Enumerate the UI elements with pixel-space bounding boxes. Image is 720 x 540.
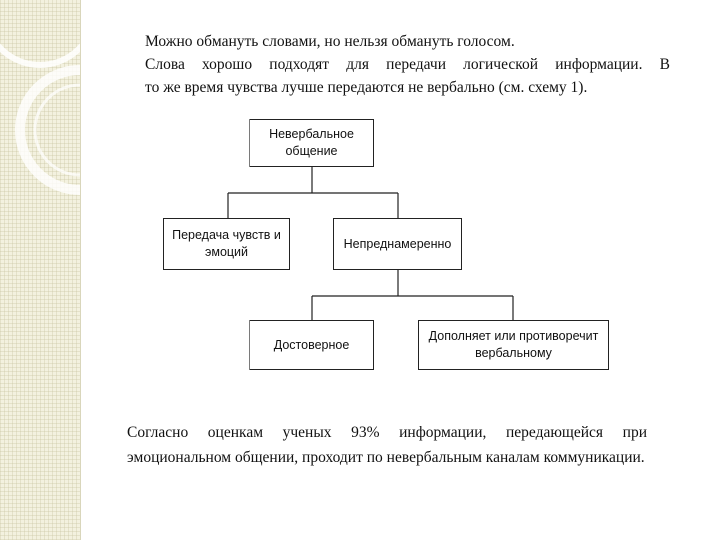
node-bottom-right (418, 320, 609, 370)
node-bottom-left (250, 320, 374, 370)
node-left (163, 218, 290, 270)
node-left-label: Передача чувств и эмоций (172, 228, 281, 259)
node-root-label: Невербальное общение (269, 127, 354, 158)
node-root (250, 119, 374, 167)
intro-line-2: Слова хорошо подходят для передачи логической информации. В (145, 56, 670, 73)
intro-line-1: Можно обмануть словами, но нельзя обмануть голосом. (145, 33, 515, 50)
node-bottom-left-label: Достоверное (273, 337, 350, 352)
node-right (333, 218, 462, 270)
node-bottom-right-label: Дополняет или противоречит вербальному (428, 329, 599, 360)
node-right-label: Непреднамеренно (343, 236, 452, 251)
intro-line-3: то же время чувства лучше передаются не вербально (см. схему 1). (145, 79, 588, 96)
conclusion-paragraph: Согласно оценкам ученых 93% информации, передающейся при эмоциональном общении, проходит по невербальным каналам коммуникации. (127, 424, 647, 466)
